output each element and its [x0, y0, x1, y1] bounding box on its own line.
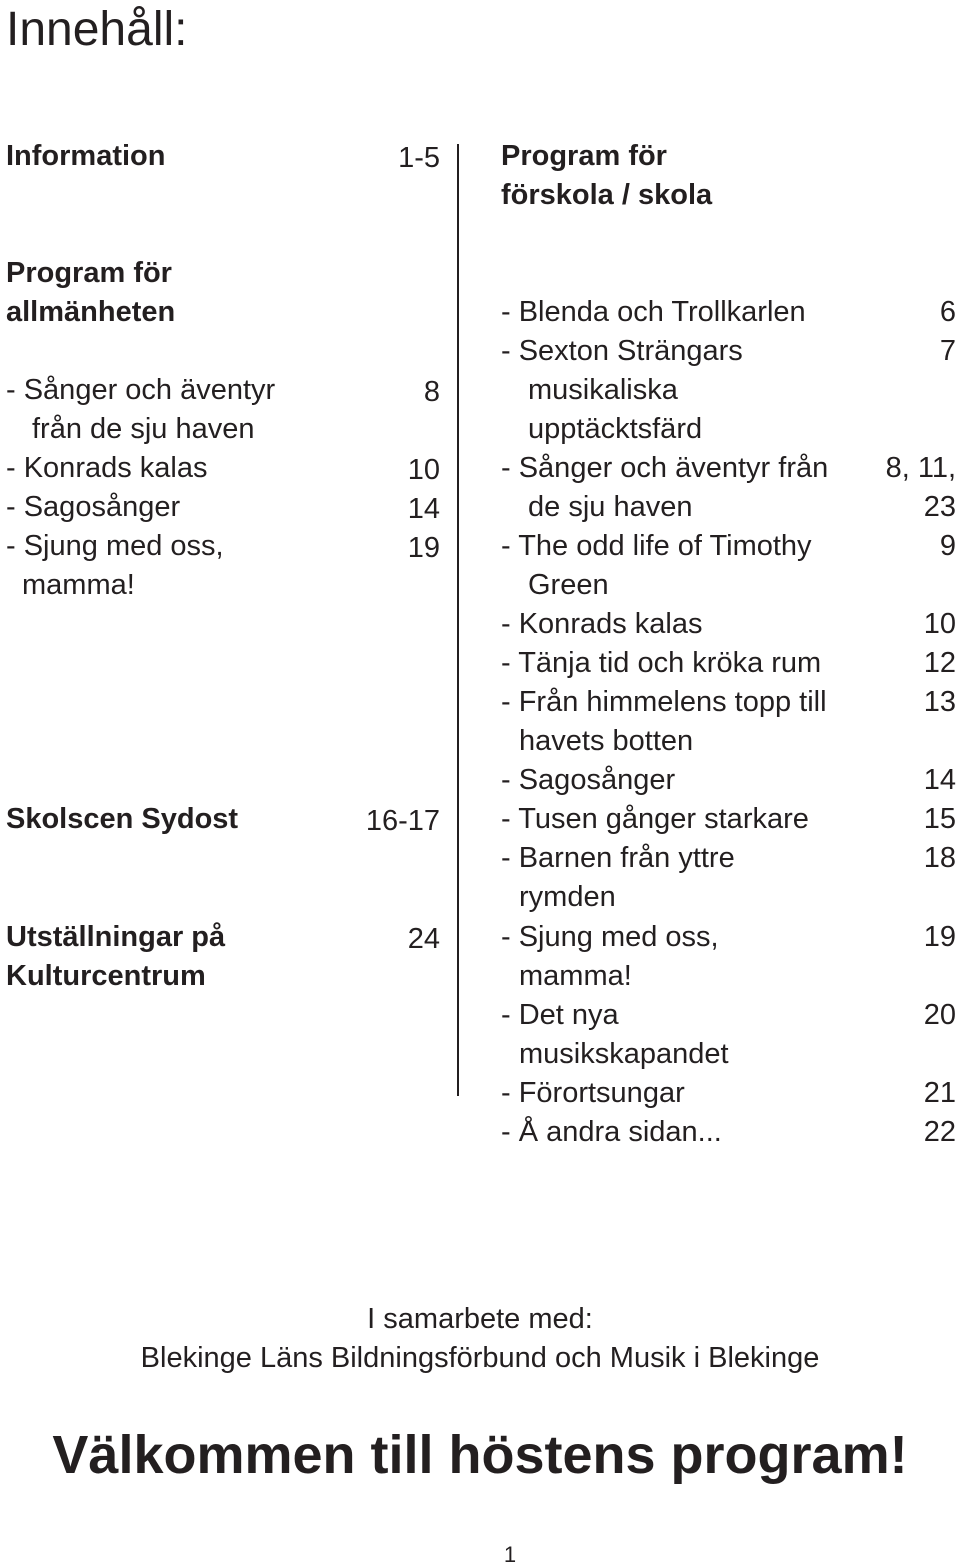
right-item-line: upptäcktsfärd [528, 413, 703, 445]
right-item-line: - Tusen gånger starkare [501, 803, 809, 835]
column-divider [457, 144, 459, 1096]
page-title: Innehåll: [6, 3, 188, 56]
left-item-line: - Sånger och äventyr [6, 374, 276, 406]
cooperation-heading: I samarbete med: [367, 1303, 593, 1335]
left-item-page: 8 [423, 376, 440, 408]
utstallningar-page: 24 [407, 923, 440, 955]
right-item-line: - Å andra sidan... [501, 1116, 722, 1148]
right-item-line: - The odd life of Timothy [501, 530, 812, 562]
left-item-line: från de sju haven [32, 413, 255, 445]
information-label: Information [6, 140, 166, 172]
right-item-page: 23 [923, 491, 956, 523]
information-pages: 1-5 [398, 142, 440, 174]
right-item-line: - Barnen från yttre [501, 842, 735, 874]
page-number: 1 [503, 1542, 517, 1567]
left-item-page: 14 [407, 493, 440, 525]
right-item-line: Green [528, 569, 609, 601]
right-item-page: 22 [923, 1116, 956, 1148]
right-item-line: - Det nya [501, 999, 619, 1031]
right-item-page: 9 [939, 530, 956, 562]
skolscen-label: Skolscen Sydost [6, 803, 239, 835]
allmanheten-heading-line1: Program för [6, 257, 172, 289]
left-item-line: mamma! [22, 569, 135, 601]
right-item-page: 21 [923, 1077, 956, 1109]
right-item-line: - Sånger och äventyr från [501, 452, 829, 484]
allmanheten-heading-line2: allmänheten [6, 296, 176, 328]
right-item-page: 10 [923, 608, 956, 640]
right-item-line: - Från himmelens topp till [501, 686, 827, 718]
right-item-line: de sju haven [528, 491, 693, 523]
forskola-heading-line1: Program för [501, 140, 667, 172]
right-item-line: - Sagosånger [501, 764, 676, 796]
right-item-page: 8, 11, [885, 452, 956, 484]
utstallningar-line2: Kulturcentrum [6, 960, 206, 992]
welcome-text: Välkommen till höstens program! [52, 1425, 908, 1485]
right-item-line: rymden [519, 881, 616, 913]
right-item-page: 15 [923, 803, 956, 835]
skolscen-pages: 16-17 [365, 805, 440, 837]
cooperation-partners: Blekinge Läns Bildningsförbund och Musik i Blekinge [140, 1342, 820, 1374]
right-item-line: - Sjung med oss, [501, 921, 719, 953]
utstallningar-line1: Utställningar på [6, 921, 226, 953]
left-item-line: - Sjung med oss, [6, 530, 224, 562]
right-item-line: - Sexton Strängars [501, 335, 743, 367]
right-item-line: musikaliska [528, 374, 678, 406]
left-item-page: 19 [407, 532, 440, 564]
forskola-heading-line2: förskola / skola [501, 179, 713, 211]
right-item-page: 19 [923, 921, 956, 953]
left-item-page: 10 [407, 454, 440, 486]
right-item-line: - Konrads kalas [501, 608, 703, 640]
right-item-line: - Blenda och Trollkarlen [501, 296, 806, 328]
right-item-line: mamma! [519, 960, 632, 992]
right-item-line: musikskapandet [519, 1038, 729, 1070]
right-item-page: 6 [939, 296, 956, 328]
right-item-page: 20 [923, 999, 956, 1031]
left-item-line: - Konrads kalas [6, 452, 208, 484]
right-item-line: - Tänja tid och kröka rum [501, 647, 822, 679]
right-item-page: 13 [923, 686, 956, 718]
right-item-page: 14 [923, 764, 956, 796]
right-item-page: 18 [923, 842, 956, 874]
left-item-line: - Sagosånger [6, 491, 181, 523]
right-item-page: 12 [923, 647, 956, 679]
right-item-line: - Förortsungar [501, 1077, 685, 1109]
right-item-page: 7 [939, 335, 956, 367]
right-item-line: havets botten [519, 725, 694, 757]
